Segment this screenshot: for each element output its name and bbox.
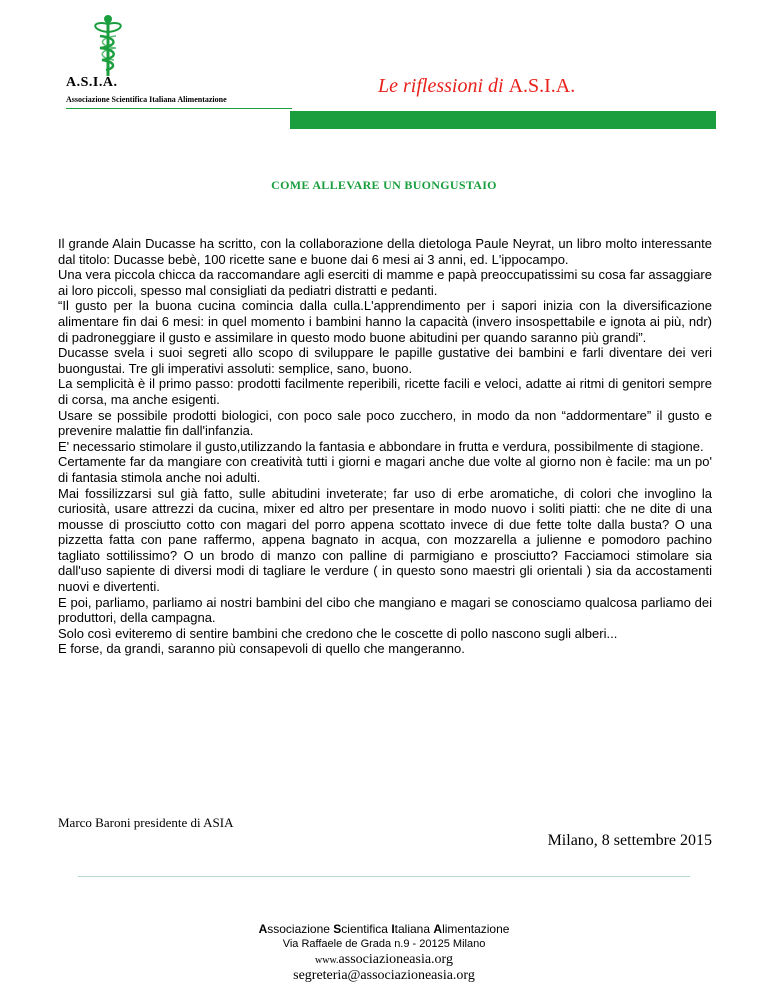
footer-email[interactable]: segreteria@associazioneasia.org — [293, 968, 475, 983]
paragraph: Usare se possibile prodotti biologici, con poco sale poco zucchero, in modo da non “addormentare” il gusto e prevenire malattie fin dall'infanzia. — [58, 407, 712, 439]
footer-address: Via Raffaele de Grada n.9 - 20125 Milano — [282, 938, 486, 950]
paragraph: Una vera piccola chicca da raccomandare agli eserciti di mamme e papà preoccupatissimi su cosa far assaggiare ai loro piccoli, spesso mal consigliati da pediatri distratti e pedanti. — [58, 267, 712, 298]
header-title-acronym: A.S.I.A. — [508, 75, 576, 97]
footer-org-word: ssociazione — [267, 922, 330, 936]
paragraph: E' necessario stimolare il gusto,utilizzando la fantasia e abbondare in frutta e verdura, possibilmente di stagione. — [58, 438, 704, 454]
document-title: COME ALLEVARE UN BUONGUSTAIO — [271, 178, 497, 192]
footer-org-word: cientifica — [341, 922, 388, 936]
paragraph: Il grande Alain Ducasse ha scritto, con la collaborazione della dietologa Paule Neyrat, un libro molto interessante dal titolo: Ducasse bebè, 100 ricette sane e buone dai 6 mesi ai 3 anni, ed. L'ippocampo. — [58, 236, 712, 267]
header-rule — [66, 108, 292, 109]
footer-org-initial: A — [433, 922, 443, 936]
header-green-bar — [290, 111, 716, 129]
header-title-prefix: Le riflessioni di — [378, 75, 504, 97]
place-date: Milano, 8 settembre 2015 — [547, 832, 712, 849]
paragraph: Solo così eviteremo di sentire bambini che credono che le coscette di pollo nascono sugli alberi... — [58, 625, 618, 641]
footer-org-name — [0, 922, 768, 936]
org-acronym: A.S.I.A. — [66, 75, 118, 90]
org-full-name: Associazione Scientifica Italiana Alimentazione — [66, 95, 227, 104]
footer-website[interactable] — [0, 952, 768, 968]
footer-org-initial: S — [333, 922, 342, 936]
footer-org-initial: I — [391, 922, 395, 936]
caduceus-icon — [88, 14, 128, 78]
footer-website-domain: associazioneasia.org — [338, 952, 453, 967]
footer-org-initial: A — [258, 922, 268, 936]
header-title — [378, 75, 575, 98]
footer — [0, 922, 768, 984]
signature: Marco Baroni presidente di ASIA — [58, 815, 234, 830]
paragraph: E poi, parliamo, parliamo ai nostri bambini del cibo che mangiano e magari se conosciamo qualcosa parliamo dei produttori, della campagna. — [58, 594, 712, 626]
footer-org-word: taliana — [394, 922, 431, 936]
footer-org-word: limentazione — [442, 922, 510, 936]
paragraph: Ducasse svela i suoi segreti allo scopo di sviluppare le papille gustative dei bambini e farli diventare dei veri buongustai. Tre gli imperativi assoluti: semplice, sano, buono. — [58, 345, 712, 376]
footer-website-prefix: www. — [315, 955, 339, 966]
paragraph: E forse, da grandi, saranno più consapevoli di quello che mangeranno. — [58, 641, 465, 657]
paragraph: Certamente far da mangiare con creatività tutti i giorni e magari anche due volte al giorno non è facile: ma un po' di fantasia stimola anche noi adulti. — [58, 454, 712, 485]
article-body — [58, 236, 712, 657]
paragraph: La semplicità è il primo passo: prodotti facilmente reperibili, ricette facili e veloci, adatte ai ritmi di genitori sempre di corsa, ma anche esigenti. — [58, 376, 712, 407]
footer-divider — [78, 876, 690, 877]
paragraph: Mai fossilizzarsi sul già fatto, sulle abitudini inveterate; far uso di erbe aromatiche, di colori che invoglino la curiosità, usare attrezzi da cucina, mixer ed altro per presentare in modo nuovo i soliti piatti: che ne dite di una mousse di prosciutto cotto con magari del porro appena scottato invece di due fette tolte dalla busta? O una pizzetta fatta con pane raffermo, appena bagnato in acqua, con mozzarella a julienne e pomodoro pachino tagliato sottilissimo? O un brodo di manzo con palline di parmigiano e prosciutto? Facciamoci stimolare sia dall'uso sapiente di diversi modi di tagliare le verdure ( in questo sono maestri gli orientali ) sia da accostamenti nuovi e divertenti. — [58, 485, 712, 595]
paragraph: “Il gusto per la buona cucina comincia dalla culla.L'apprendimento per i sapori inizia con la diversificazione alimentare fin dai 6 mesi: in quel momento i bambini hanno la capacità (invero insospettabile e ignota ai più, ndr) di padroneggiare il gusto e assimilare in questo modo buone abitudini per quando saranno più grandi”. — [58, 298, 712, 345]
